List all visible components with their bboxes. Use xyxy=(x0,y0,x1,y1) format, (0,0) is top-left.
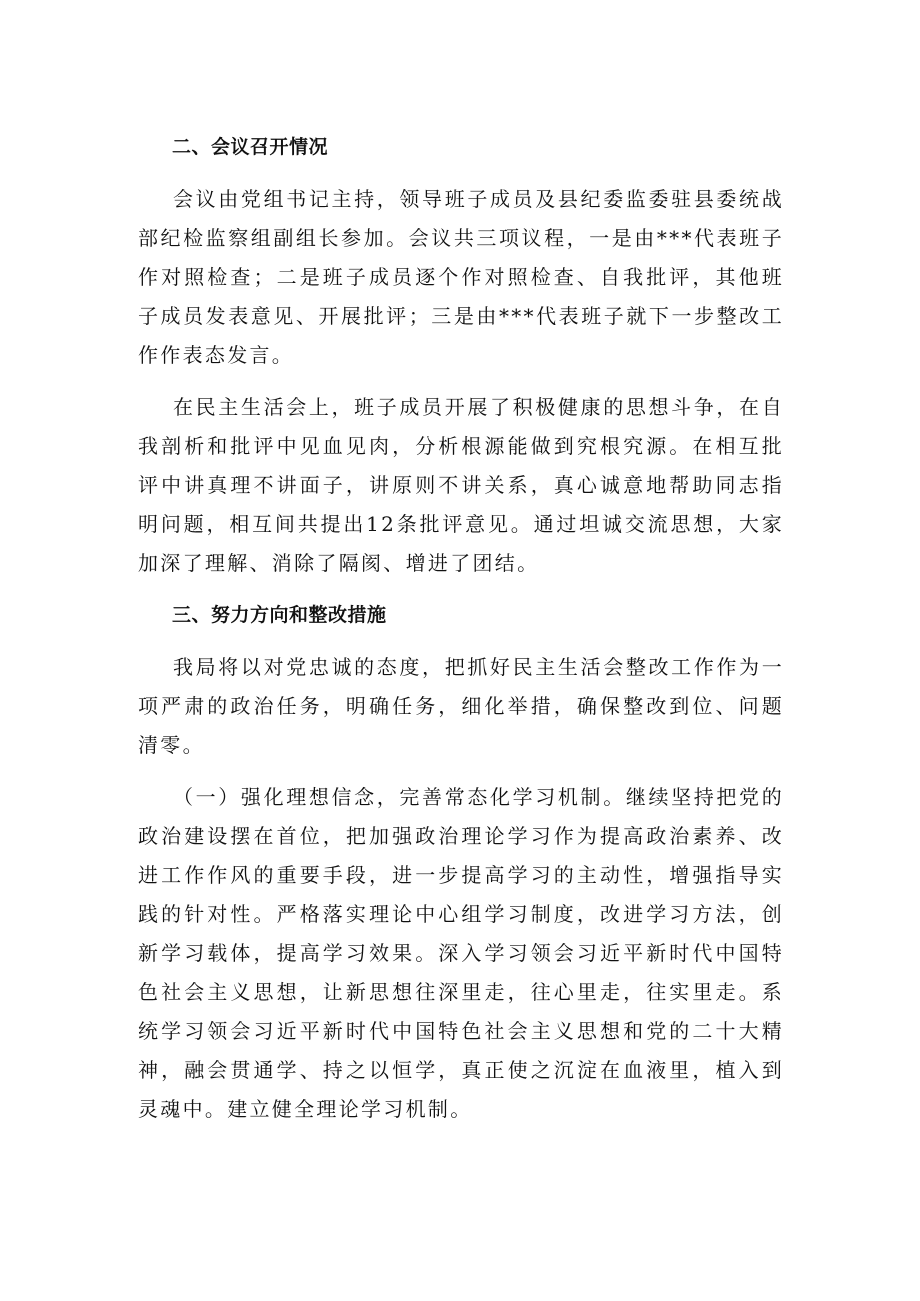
document-body xyxy=(138,128,784,1142)
section-heading-meeting: 二、会议召开情况 xyxy=(172,136,329,158)
paragraph-meeting-criticism: 在民主生活会上，班子成员开展了积极健康的思想斗争，在自我剖析和批评中见血见肉，分析根源能做到究根究源。在相互批评中讲真理不讲面子，讲原则不讲关系，真心诚意地帮助同志指明问题，相互间共提出12条批评意见。通过坦诚交流思想，大家加深了理解、消除了隔阂、增进了团结。 xyxy=(138,395,784,575)
paragraph-rectification-intro: 我局将以对党忠诚的态度，把抓好民主生活会整改工作作为一项严肃的政治任务，明确任务，细化举措，确保整改到位、问题清零。 xyxy=(138,655,784,757)
section-heading-rectification: 三、努力方向和整改措施 xyxy=(172,604,387,626)
section-rectification-measures xyxy=(138,596,784,1129)
paragraph-study-mechanism: （一）强化理想信念，完善常态化学习机制。继续坚持把党的政治建设摆在首位，把加强政治理论学习作为提高政治素养、改进工作作风的重要手段，进一步提高学习的主动性，增强指导实践的针对性。严格落实理论中心组学习制度，改进学习方法，创新学习载体，提高学习效果。深入学习领会习近平新时代中国特色社会主义思想，让新思想往深里走，往心里走，往实里走。系统学习领会习近平新时代中国特色社会主义思想和党的二十大精神，融会贯通学、持之以恒学，真正使之沉淀在血液里，植入到灵魂中。建立健全理论学习机制。 xyxy=(138,785,784,1121)
paragraph-meeting-agenda: 会议由党组书记主持，领导班子成员及县纪委监委驻县委统战部纪检监察组副组长参加。会议共三项议程，一是由***代表班子作对照检查；二是班子成员逐个作对照检查、自我批评，其他班子成员发表意见、开展批评；三是由***代表班子就下一步整改工作作表态发言。 xyxy=(138,187,784,367)
section-meeting-situation xyxy=(138,128,784,583)
